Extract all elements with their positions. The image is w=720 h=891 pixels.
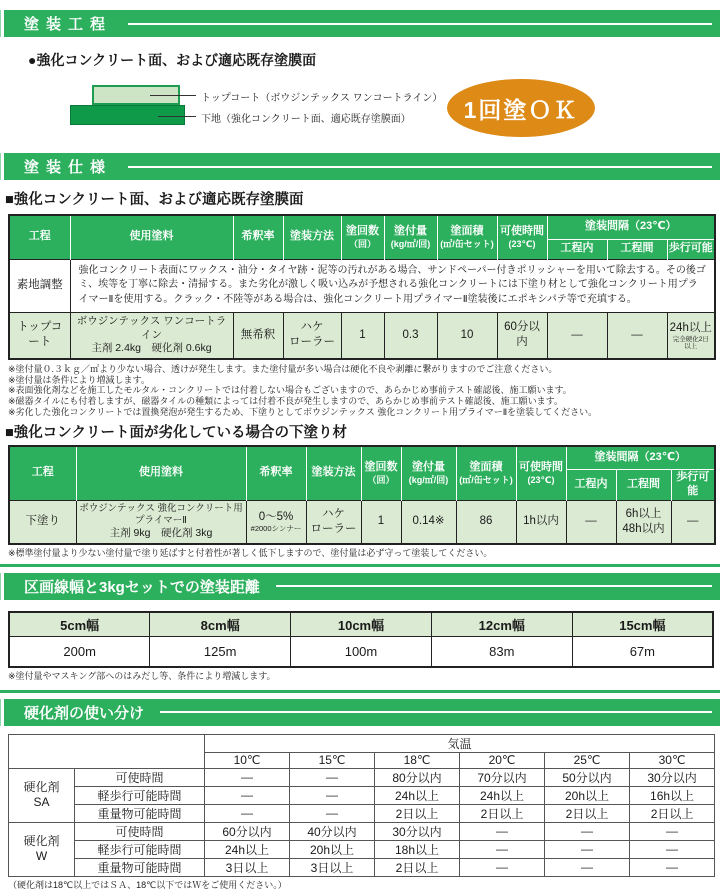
cell-potlife: 1h以内	[516, 500, 566, 544]
cell-value: 2日以上	[375, 804, 460, 822]
header-dilution: 希釈率	[246, 446, 306, 501]
cell-value: 20h以上	[545, 786, 630, 804]
header-temp-value: 10℃	[205, 752, 290, 768]
section-accent-strip	[0, 573, 4, 600]
header-coats: 塗回数 （回）	[341, 215, 384, 259]
hardener-w-row	[9, 822, 715, 840]
coating-layers-diagram	[0, 77, 720, 149]
cell-value: 60分以内	[205, 822, 290, 840]
section-header-rule	[276, 585, 712, 587]
header-temp-value: 18℃	[375, 752, 460, 768]
header-temp-value: 25℃	[545, 752, 630, 768]
header-temp-value: 15℃	[290, 752, 375, 768]
empty-corner-cell	[9, 734, 205, 768]
primer-table-heading: ■強化コンクリート面が劣化している場合の下塗り材	[5, 424, 347, 441]
cell-distance: 200m	[9, 637, 150, 667]
cell-value: 3日以上	[290, 858, 375, 876]
header-width: 5cm幅	[9, 612, 150, 637]
cell-value: 30分以内	[630, 768, 715, 786]
header-width: 15cm幅	[572, 612, 713, 637]
cell-value: 20h以上	[290, 840, 375, 858]
cell-coats: 1	[361, 500, 401, 544]
section-title: 塗装仕様	[24, 159, 113, 176]
hardener-sa-row	[9, 786, 715, 804]
section-header-rule	[128, 23, 712, 25]
cell-value: 24h以上	[460, 786, 545, 804]
row-label: 可使時間	[75, 822, 205, 840]
cell-value: 80分以内	[375, 768, 460, 786]
cell-value: 24h以上	[205, 840, 290, 858]
header-amount: 塗付量 (kg/㎡/回)	[401, 446, 456, 501]
surface-prep-row	[9, 259, 715, 312]
cell-distance: 83m	[431, 637, 572, 667]
cell-value: ―	[205, 768, 290, 786]
cell-value: ―	[630, 840, 715, 858]
header-potlife: 可使時間 (23℃)	[516, 446, 566, 501]
cell-value: 3日以上	[205, 858, 290, 876]
cell-value: 40分以内	[290, 822, 375, 840]
header-coats: 塗回数 （回）	[361, 446, 401, 501]
header-process: 工程	[9, 446, 76, 501]
cell-amount: 0.3	[384, 312, 437, 358]
cell-dilution: 無希釈	[233, 312, 283, 358]
section-divider-rule	[0, 564, 720, 567]
primer-spec-table	[8, 445, 716, 545]
cell-value: 2日以上	[630, 804, 715, 822]
section-header-painting-spec	[0, 153, 720, 180]
header-interval: 塗装間隔（23℃）	[566, 446, 715, 470]
cell-dilution: 0～5% #2000シンナー	[246, 500, 306, 544]
note-line: ※劣化した強化コンクリートでは置換発泡が発生するため、下塗りとしてボウジンテックス 強化コンクリート用プライマーⅡを塗装してください。	[8, 407, 598, 417]
header-potlife: 可使時間 (23℃)	[497, 215, 547, 259]
header-method: 塗装方法	[283, 215, 341, 259]
surface-type-heading: ●強化コンクリート面、および適応既存塗膜面	[28, 52, 317, 68]
section-header-painting-process	[0, 10, 720, 37]
cell-value: 18h以上	[375, 840, 460, 858]
cell-paint: ボウジンテックス ワンコートライン 主剤 2.4kg 硬化剤 0.6kg	[70, 312, 233, 358]
note-line: ※磁器タイルにも付着しますが、磁器タイルの種類によっては付着不良が発生しますので、あらかじめ事前テスト確認後、施工願います。	[8, 396, 563, 407]
header-temperature: 気温	[205, 734, 715, 752]
cell-interval-in: ―	[566, 500, 616, 544]
cell-value: ―	[630, 822, 715, 840]
header-walkable: 歩行可能	[667, 239, 715, 259]
cell-method: ハケ ローラー	[306, 500, 361, 544]
header-paint: 使用塗料	[76, 446, 246, 501]
cell-distance: 100m	[291, 637, 432, 667]
spec-notes	[8, 364, 720, 418]
topcoat-row	[9, 312, 715, 358]
hardener-sa-row	[9, 768, 715, 786]
cell-area: 10	[437, 312, 497, 358]
cell-value: ―	[290, 768, 375, 786]
cell-area: 86	[456, 500, 516, 544]
cell-prep-description: 強化コンクリート表面にワックス・油分・タイヤ跡・泥等の汚れがある場合、サンドペーパー付きポリッシャーを用いて除去する。その後ゴミ、埃等を丁寧に除去・清掃する。また劣化が激しく吸い込みが予想される強化コンクリートには下塗り材として強化コンクリート用プライマーⅡを使用する。クラック・不陸等がある場合は、強化コンクリート用プライマーⅡ塗装後にエポキシパテ等で充填する。	[70, 259, 715, 312]
header-area: 塗面積 (㎡/缶セット)	[437, 215, 497, 259]
header-process: 工程	[9, 215, 70, 259]
section-title: 塗装工程	[24, 16, 113, 33]
cell-value: 2日以上	[375, 858, 460, 876]
row-label: 重量物可能時間	[75, 858, 205, 876]
hardener-w-row	[9, 858, 715, 876]
cell-value: 30分以内	[375, 822, 460, 840]
row-label: 軽歩行可能時間	[75, 786, 205, 804]
header-width: 8cm幅	[150, 612, 291, 637]
section-accent-strip	[0, 699, 4, 726]
cell-method: ハケ ローラー	[283, 312, 341, 358]
header-method: 塗装方法	[306, 446, 361, 501]
row-label: 可使時間	[75, 768, 205, 786]
topcoat-label: トップコート（ボウジンテックス ワンコートライン）	[201, 93, 443, 104]
hardener-w-label: 硬化剤 W	[9, 822, 75, 876]
cell-value: 50分以内	[545, 768, 630, 786]
header-amount: 塗付量 (kg/㎡/回)	[384, 215, 437, 259]
base-connector-line	[158, 116, 196, 117]
cell-walkable: ―	[671, 500, 715, 544]
cell-potlife: 60分以内	[497, 312, 547, 358]
section-header-hardener	[0, 699, 720, 726]
cell-value: ―	[205, 786, 290, 804]
row-label: 軽歩行可能時間	[75, 840, 205, 858]
primer-note: ※標準塗付量より少ない塗付量で塗り延ばすと付着性が著しく低下しますので、塗付量は必ず守って塗装してください。	[8, 548, 493, 559]
cell-amount: 0.14※	[401, 500, 456, 544]
one-coat-ok-badge: 1回塗ＯＫ	[447, 79, 595, 137]
cell-value: 70分以内	[460, 768, 545, 786]
row-label: 重量物可能時間	[75, 804, 205, 822]
topcoat-spec-table	[8, 214, 716, 360]
cell-process-name: 素地調整	[9, 259, 70, 312]
section-accent-strip	[0, 10, 4, 37]
cell-value: ―	[545, 840, 630, 858]
cell-walkable: 24h以上 完全硬化2日以上	[667, 312, 715, 358]
header-interval-in: 工程内	[547, 239, 607, 259]
cell-coats: 1	[341, 312, 384, 358]
spec-table-heading: ■強化コンクリート面、および適応既存塗膜面	[5, 192, 304, 208]
section-header-line-width	[0, 573, 720, 600]
hardener-sa-row	[9, 804, 715, 822]
distance-note: ※塗付量やマスキング部へのはみだし等、条件により増減します。	[8, 670, 276, 681]
note-line: ※塗付量０.３ｋｇ／㎡より少ない場合、透けが発生します。また塗付量が多い場合は硬化不良や剥離に繋がりますのでご注意ください。	[8, 363, 558, 374]
base-label: 下地（強化コンクリート面、適応既存塗膜面）	[201, 114, 411, 125]
cell-value: 2日以上	[545, 804, 630, 822]
hardener-temperature-table	[8, 734, 715, 877]
header-width: 10cm幅	[291, 612, 432, 637]
cell-value: ―	[290, 786, 375, 804]
topcoat-connector-line	[150, 95, 196, 96]
hardener-sa-label: 硬化剤 SA	[9, 768, 75, 822]
cell-value: ―	[545, 858, 630, 876]
cell-interval-in: ―	[547, 312, 607, 358]
cell-value: ―	[545, 822, 630, 840]
cell-value: 2日以上	[460, 804, 545, 822]
section-title: 硬化剤の使い分け	[24, 704, 145, 722]
section-header-rule	[128, 166, 712, 168]
header-temp-value: 20℃	[460, 752, 545, 768]
cell-paint: ボウジンテックス 強化コンクリート用プライマーⅡ 主剤 9kg 硬化剤 3kg	[76, 500, 246, 544]
cell-value: ―	[460, 858, 545, 876]
section-header-rule	[160, 711, 712, 713]
cell-value: ―	[290, 804, 375, 822]
header-interval-between: 工程間	[607, 239, 667, 259]
header-interval-between: 工程間	[616, 470, 671, 501]
section-title: 区画線幅と3kgセットでの塗装距離	[24, 578, 260, 596]
cell-distance: 67m	[572, 637, 713, 667]
section-divider-rule	[0, 690, 720, 693]
cell-value: ―	[630, 858, 715, 876]
note-line: ※表面強化剤などを施工したモルタル・コンクリートでは付着しない場合もございますので、あらかじめ事前テスト確認後、施工願います。	[8, 385, 572, 396]
hardener-note: （硬化剤は18℃以上ではＳＡ、18℃以下ではＷをご使用ください。）	[8, 879, 287, 890]
note-line: ※塗付量は条件により増減します。	[8, 374, 150, 385]
primer-row	[9, 500, 715, 544]
cell-interval-between: 6h以上 48h以内	[616, 500, 671, 544]
base-layer-shape	[70, 105, 185, 125]
cell-interval-between: ―	[607, 312, 667, 358]
hardener-w-row	[9, 840, 715, 858]
cell-process-name: 下塗り	[9, 500, 76, 544]
cell-process-name: トップコート	[9, 312, 70, 358]
cell-value: ―	[205, 804, 290, 822]
header-interval-in: 工程内	[566, 470, 616, 501]
cell-value: ―	[460, 822, 545, 840]
cell-distance: 125m	[150, 637, 291, 667]
header-interval: 塗装間隔（23℃）	[547, 215, 715, 239]
header-temp-value: 30℃	[630, 752, 715, 768]
section-accent-strip	[0, 153, 4, 180]
header-walkable: 歩行可能	[671, 470, 715, 501]
header-dilution: 希釈率	[233, 215, 283, 259]
cell-value: 24h以上	[375, 786, 460, 804]
header-area: 塗面積 (㎡/缶セット)	[456, 446, 516, 501]
header-width: 12cm幅	[431, 612, 572, 637]
cell-value: ―	[460, 840, 545, 858]
cell-value: 16h以上	[630, 786, 715, 804]
line-width-distance-table	[8, 611, 714, 668]
header-paint: 使用塗料	[70, 215, 233, 259]
